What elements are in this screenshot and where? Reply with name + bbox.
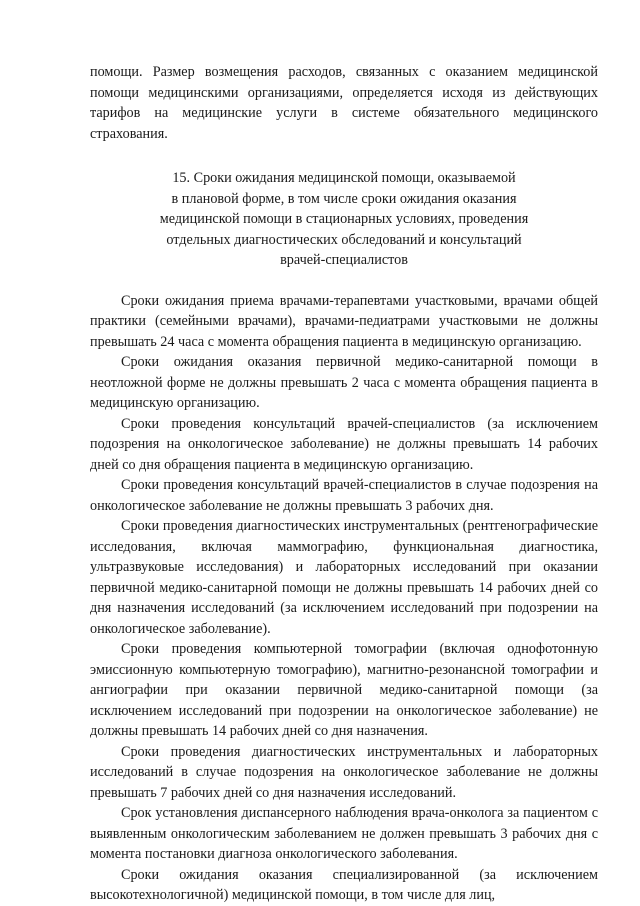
- section-heading-line: врачей-специалистов: [280, 252, 408, 268]
- continuation-paragraph: помощи. Размер возмещения расходов, связанных с оказанием медицинской помощи медицинскими организациями, определяется исходя из действующих тарифов на медицинские услуги в системе обязательного медицинского страхования.: [90, 64, 598, 142]
- section-heading-line: в плановой форме, в том числе сроки ожидания оказания: [171, 190, 517, 207]
- body-paragraph: Сроки проведения компьютерной томографии (включая однофотонную эмиссионную компьютерную томографию), магнитно-резонансной томографии и ангиографии при оказании первичной медико-санитарной помощи (за исключением исследований при подозрении на онкологическое заболевание) не должны превышать 14 рабочих дней со дня назначения.: [90, 641, 598, 739]
- body-paragraph: Сроки ожидания оказания первичной медико-санитарной помощи в неотложной форме не должны превышать 2 часа с момента обращения пациента в медицинскую организацию.: [90, 354, 598, 411]
- body-paragraph: Срок установления диспансерного наблюдения врача-онколога за пациентом с выявленным онкологическим заболеванием не должен превышать 3 рабочих дня с момента постановки диагноза онкологического заболевания.: [90, 805, 598, 862]
- body-paragraph: Сроки ожидания приема врачами-терапевтами участковыми, врачами общей практики (семейными врачами), врачами-педиатрами участковыми не должны превышать 24 часа с момента обращения пациента в медицинскую организацию.: [90, 292, 598, 350]
- spacer: [90, 271, 598, 291]
- section-heading-line: медицинской помощи в стационарных условиях, проведения: [159, 211, 529, 227]
- body-paragraph: Сроки проведения консультаций врачей-специалистов (за исключением подозрения на онкологическое заболевание) не должны превышать 14 рабочих дней со дня обращения пациента в медицинскую организацию.: [90, 415, 598, 473]
- section-heading-line: отдельных диагностических обследований и консультаций: [166, 231, 522, 248]
- body-paragraph: Сроки проведения диагностических инструментальных (рентгенографические исследования, включая маммографию, функциональная диагностика, ультразвуковые исследования) и лабораторных исследований при оказании первичной медико-санитарной помощи не должны превышать 14 рабочих дней со дня назначения исследований (за исключением исследований при подозрении на онкологическое заболевание).: [90, 518, 598, 637]
- section-heading: [90, 168, 598, 271]
- section-heading-line: 15. Сроки ожидания медицинской помощи, оказываемой: [172, 170, 516, 186]
- body-paragraph: Сроки ожидания оказания специализированной (за исключением высокотехнологичной) медицинской помощи, в том числе для лиц,: [90, 866, 598, 903]
- body-paragraph: Сроки проведения диагностических инструментальных и лабораторных исследований в случае подозрения на онкологическое заболевание не должны превышать 7 рабочих дней со дня назначения исследований.: [90, 743, 598, 801]
- body-paragraph: Сроки проведения консультаций врачей-специалистов в случае подозрения на онкологическое заболевание не должны превышать 3 рабочих дня.: [90, 477, 598, 514]
